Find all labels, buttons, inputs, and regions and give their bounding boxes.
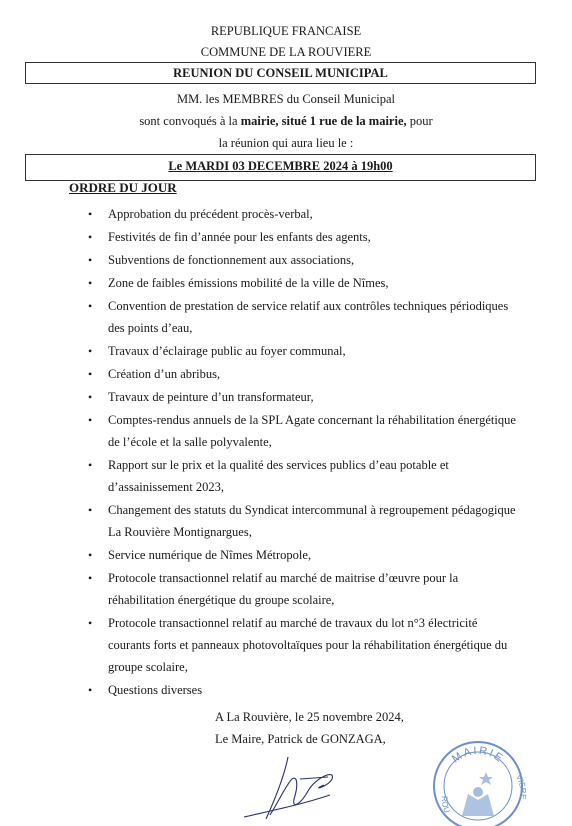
commune-heading: COMMUNE DE LA ROUVIERE [200,45,372,59]
agenda-item-line: des points d’eau, [108,321,193,335]
agenda-bullet: • [88,413,93,427]
agenda-item-line: Zone de faibles émissions mobilité de la ville de Nîmes, [108,276,389,290]
agenda-bullet: • [88,276,93,290]
intro-line-1: MM. les MEMBRES du Conseil Municipal [176,92,396,106]
intro-line-2-start: sont convoqués à la [139,114,241,128]
meeting-title-box [25,62,536,84]
svg-text:VIERE [514,773,528,800]
agenda-item-line: Approbation du précédent procès-verbal, [108,207,313,221]
meeting-title: REUNION DU CONSEIL MUNICIPAL [173,66,388,80]
agenda-item-line: courants forts et panneaux photovoltaïques pour la réhabilitation énergétique du [108,638,508,652]
closing-signatory: Le Maire, Patrick de GONZAGA, [215,732,386,746]
agenda-item-line: groupe scolaire, [108,660,188,674]
agenda-bullet: • [88,230,93,244]
mairie-stamp [428,736,528,826]
handwritten-signature [240,755,350,821]
agenda-bullet: • [88,253,93,267]
agenda-bullet: • [88,299,93,313]
agenda-item-line: Changement des statuts du Syndicat intercommunal à regroupement pédagogique [108,503,516,517]
agenda-item-line: de l’école et la salle polyvalente, [108,435,272,449]
agenda-bullet: • [88,344,93,358]
agenda-item-line: La Rouvière Montignargues, [108,525,252,539]
agenda-item-line: Festivités de fin d’année pour les enfants des agents, [108,230,371,244]
stamp-bottom-text: VIERE [514,773,528,800]
stamp-top-text: MAIRIE [450,744,507,766]
intro-line-2-location: mairie, situé 1 rue de la mairie, [240,114,407,128]
svg-text:MAIRIE [450,745,506,766]
stamp-emblem-icon [462,772,494,816]
intro-line-3: la réunion qui aura lieu le : [218,136,354,150]
agenda-item-line: Convention de prestation de service relatif aux contrôles techniques périodiques [108,299,509,313]
agenda-item-line: Création d’un abribus, [108,367,221,381]
intro-line-2-end: pour [406,114,433,128]
agenda-item-line: Service numérique de Nîmes Métropole, [108,548,312,562]
republic-heading: REPUBLIQUE FRANCAISE [210,24,362,38]
agenda-item-line: réhabilitation énergétique du groupe scolaire, [108,593,335,607]
agenda-item-line: Rapport sur le prix et la qualité des services publics d’eau potable et [108,458,449,472]
agenda-bullet: • [88,616,93,630]
meeting-date: Le MARDI 03 DECEMBRE 2024 à 19h00 [168,159,393,173]
stamp-left-text: ROU [439,795,452,815]
agenda-item-line: Comptes-rendus annuels de la SPL Agate concernant la réhabilitation énergétique [108,413,516,427]
agenda-bullet: • [88,571,93,585]
agenda-item-line: Questions diverses [108,683,203,697]
agenda-item-line: Protocole transactionnel relatif au marché de maitrise d’œuvre pour la [108,571,459,585]
agenda-bullet: • [88,207,93,221]
intro-line-2 [0,114,572,129]
agenda-item-line: Travaux d’éclairage public au foyer communal, [108,344,346,358]
agenda-item-line: d’assainissement 2023, [108,480,224,494]
agenda-heading: ORDRE DU JOUR [69,180,177,195]
agenda-bullet: • [88,683,93,697]
agenda-item-line: Travaux de peinture d’un transformateur, [108,390,314,404]
agenda-bullet: • [88,548,93,562]
agenda-bullet: • [88,367,93,381]
closing-place-date: A La Rouvière, le 25 novembre 2024, [215,710,404,724]
agenda-bullet: • [88,503,93,517]
agenda-item-line: Protocole transactionnel relatif au marché de travaux du lot n°3 électricité [108,616,478,630]
agenda-bullet: • [88,390,93,404]
meeting-date-box [25,154,536,181]
agenda-item-line: Subventions de fonctionnement aux associations, [108,253,355,267]
agenda-bullet: • [88,458,93,472]
